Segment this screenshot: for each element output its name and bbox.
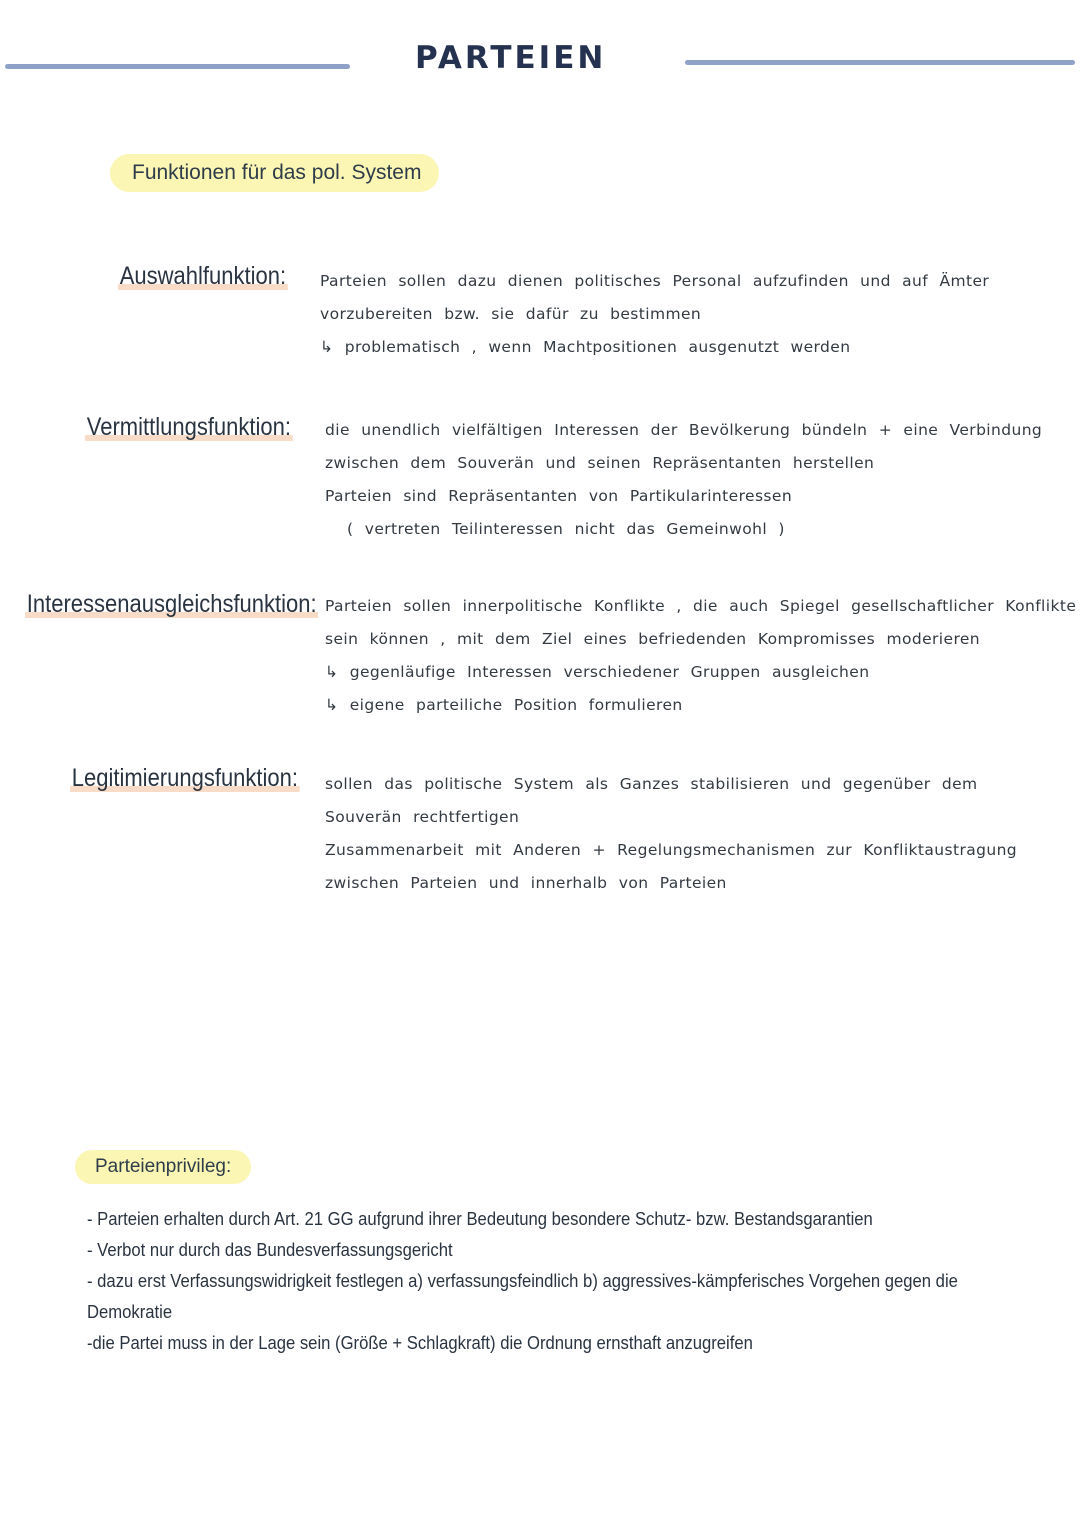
function-label-legitimierung: Legitimierungsfunktion:: [71, 764, 299, 792]
text-line: Parteien sind Repräsentanten von Partikularinteressen: [325, 487, 793, 505]
function-label-vermittlung: Vermittlungsfunktion:: [86, 413, 291, 441]
text-line: ( vertreten Teilinteressen nicht das Gemeinwohl ): [347, 520, 785, 538]
section-heading-functions: Funktionen für das pol. System: [110, 154, 439, 192]
section-heading-parteienprivileg: Parteienprivileg:: [75, 1150, 251, 1184]
text-line: vorzubereiten bzw. sie dafür zu bestimmen: [320, 305, 702, 323]
text-line: ↳ problematisch , wenn Machtpositionen ausgenutzt werden: [320, 338, 851, 356]
note-line: Demokratie: [87, 1301, 173, 1322]
function-label-interessenausgleich: Interessenausgleichsfunktion:: [26, 590, 317, 618]
note-line: - Parteien erhalten durch Art. 21 GG aufgrund ihrer Bedeutung besondere Schutz- bzw. Bestandsgarantien: [87, 1208, 873, 1229]
parteienprivileg-notes: [87, 1203, 987, 1358]
note-line: - dazu erst Verfassungswidrigkeit festlegen a) verfassungsfeindlich b) aggressives-kämpferisches Vorgehen gegen die: [87, 1270, 958, 1291]
text-line: zwischen dem Souverän und seinen Repräsentanten herstellen: [325, 454, 875, 472]
header-rule-right: [685, 60, 1075, 65]
function-label-auswahl: Auswahlfunktion:: [119, 262, 287, 290]
function-text-legitimierung: [325, 768, 1017, 900]
function-text-interessenausgleich: [325, 590, 1076, 722]
text-line: sollen das politische System als Ganzes stabilisieren und gegenüber dem: [325, 775, 978, 793]
text-line: Souverän rechtfertigen: [325, 808, 520, 826]
text-line: sein können , mit dem Ziel eines befriedenden Kompromisses moderieren: [325, 630, 981, 648]
note-line: -die Partei muss in der Lage sein (Größe + Schlagkraft) die Ordnung ernsthaft anzugreifen: [87, 1332, 753, 1353]
text-line: die unendlich vielfältigen Interessen der Bevölkerung bündeln + eine Verbindung: [325, 421, 1043, 439]
function-text-auswahl: [320, 265, 989, 364]
page-title: PARTEIEN: [415, 40, 607, 76]
text-line: ↳ gegenläufige Interessen verschiedener Gruppen ausgleichen: [325, 663, 870, 681]
text-line: Parteien sollen innerpolitische Konflikte , die auch Spiegel gesellschaftlicher Konflikte: [325, 597, 1077, 615]
text-line: zwischen Parteien und innerhalb von Parteien: [325, 874, 727, 892]
header-rule-left: [5, 64, 350, 69]
text-line: Zusammenarbeit mit Anderen + Regelungsmechanismen zur Konfliktaustragung: [325, 841, 1018, 859]
function-text-vermittlung: [325, 414, 1042, 546]
note-line: - Verbot nur durch das Bundesverfassungsgericht: [87, 1239, 453, 1260]
text-line: ↳ eigene parteiliche Position formulieren: [325, 696, 683, 714]
text-line: Parteien sollen dazu dienen politisches Personal aufzufinden und auf Ämter: [320, 272, 990, 290]
